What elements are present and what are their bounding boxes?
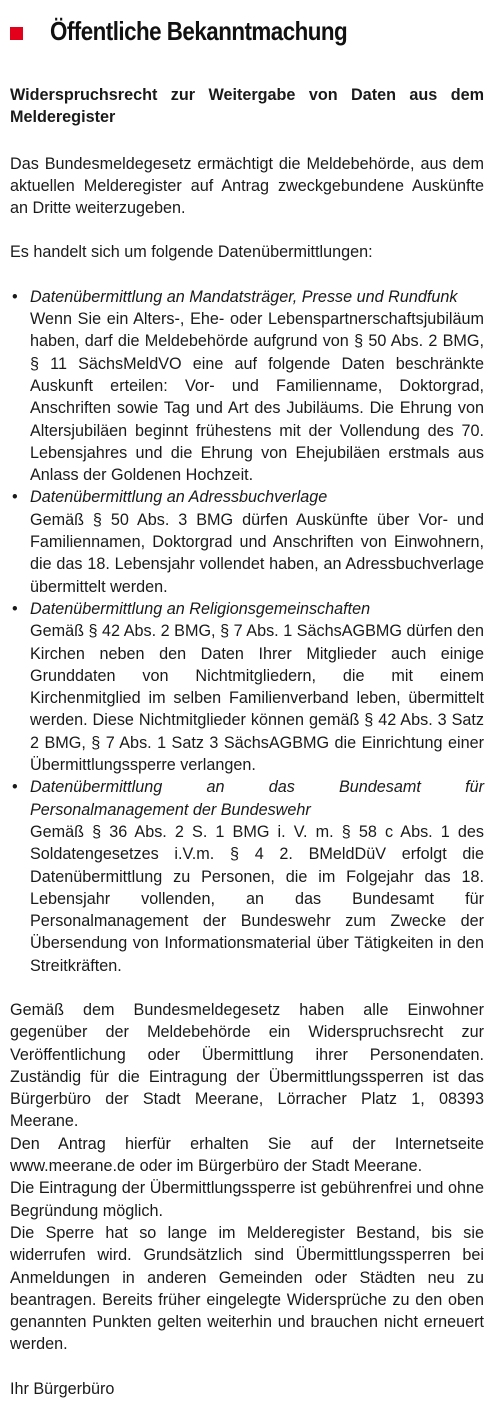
closing-paragraph-4: Die Sperre hat so lange im Melderegister Bestand, bis sie widerrufen wird. Grundsätzlich sind Übermittlungssperren bei Anmeldungen in anderen Gemeinden oder Städten neu zu beantragen. Bereits früher eingelegte Widersprüche zu den oben genannten Punkten gelten weiterhin und brauchen nicht erneuert werden. [10,1223,484,1354]
list-item-title: Datenübermittlung an das Bundesamt für Personalmanagement der Bundeswehr [30,778,484,819]
list-item [10,286,484,487]
page-header [10,14,396,48]
list-item [10,598,484,776]
notice-body [10,84,484,1400]
list-item-text: Gemäß § 50 Abs. 3 BMG dürfen Auskünfte über Vor- und Familiennamen, Doktorgrad und Anschriften von Einwohnern, die das 18. Lebensjahr vollendet haben, an Adressbuchverlage übermittelt werden. [30,510,484,596]
transfer-list [10,286,484,977]
list-item-text: Gemäß § 36 Abs. 2 S. 1 BMG i. V. m. § 58 c Abs. 1 des Soldatengesetzes i.V.m. § 4 2. BMeldDüV erfolgt die Datenübermittlung zu Personen, die im Folgejahr das 18. Lebensjahr vollenden, an das Bundesamt für Personalmanagement der Bundeswehr zum Zwecke der Übersendung von Informationsmaterial über Tätigkeiten in den Streitkräften. [30,822,484,975]
bullet-icon: • [12,287,18,306]
page-title: Öffentliche Bekanntmachung [50,15,348,46]
list-item-text: Wenn Sie ein Alters-, Ehe- oder Lebenspartnerschaftsjubiläum haben, darf die Meldebehörde aufgrund von § 50 Abs. 2 BMG, § 11 SächsMeldVO eine auf folgende Daten beschränkte Auskunft erteilen: Vor- und Familienname, Doktorgrad, Anschriften sowie Tag und Art des Jubiläums. Die Ehrung von Altersjubiläen beginnt frühestens mit der Vollendung des 70. Lebensjahres und die Ehrung von Ehejubiläen erstmals aus Anlass der Goldenen Hochzeit. [30,310,484,485]
closing-paragraph-3: Die Eintragung der Übermittlungssperre ist gebührenfrei und ohne Begründung möglich. [10,1179,484,1220]
closing-paragraph-1: Gemäß dem Bundesmeldegesetz haben alle Einwohner gegenüber der Meldebehörde ein Widerspruchsrecht zur Veröffentlichung oder Übermittlung ihrer Personendaten. Zuständig für die Eintragung der Übermittlungssperren ist das Bürgerbüro der Stadt Meerane, Lörracher Platz 1, 08393 Meerane. [10,1000,484,1131]
signature: Ihr Bürgerbüro [10,1379,115,1398]
bullet-icon: • [12,599,18,618]
list-item-title: Datenübermittlung an Religionsgemeinschaften [30,599,371,618]
list-item [10,776,484,977]
bullet-icon: • [12,488,18,507]
closing-paragraph-2: Den Antrag hierfür erhalten Sie auf der Internetseite www.meerane.de oder im Bürgerbüro der Stadt Meerane. [10,1134,484,1176]
list-item-title: Datenübermittlung an Adressbuchverlage [30,488,328,507]
list-item [10,486,484,597]
intro-paragraph: Das Bundesmeldegesetz ermächtigt die Meldebehörde, aus dem aktuellen Melderegister auf Antrag zweckgebundene Auskünfte an Dritte weiterzugeben. [10,154,484,218]
red-square-icon [10,27,23,40]
bullet-icon: • [12,778,18,797]
list-intro: Es handelt sich um folgende Datenübermittlungen: [10,243,373,262]
notice-subtitle: Widerspruchsrecht zur Weitergabe von Daten aus dem Melderegister [10,86,484,127]
list-item-title: Datenübermittlung an Mandatsträger, Presse und Rundfunk [30,287,458,306]
list-item-text: Gemäß § 42 Abs. 2 BMG, § 7 Abs. 1 SächsAGBMG dürfen den Kirchen neben den Daten Ihrer Mitglieder auch einige Grunddaten von Nichtmitgliedern, die mit einem Kirchenmitglied im selben Familienverband leben, übermittelt werden. Diese Nichtmitglieder können gemäß § 42 Abs. 3 Satz 2 BMG, § 7 Abs. 1 Satz 3 SächsAGBMG die Einrichtung einer Übermittlungssperre verlangen. [30,622,484,775]
